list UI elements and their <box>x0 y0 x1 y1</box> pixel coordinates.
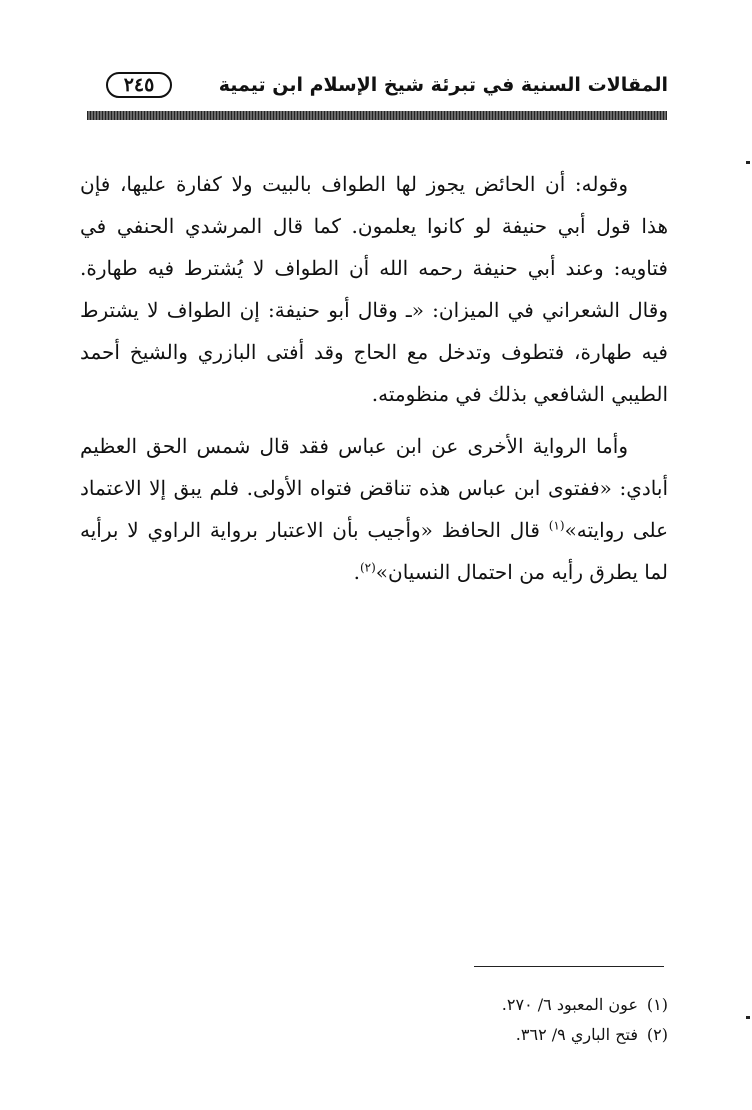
footnote-text: فتح الباري ٩/ ٣٦٢. <box>515 1025 638 1044</box>
quote-1: «ففتوى ابن عباس هذه تناقض فتواه الأولى. فلم يبق إلا الاعتماد على روايته» <box>80 476 669 542</box>
paragraph-2-attribution: قال الحافظ <box>441 518 540 542</box>
running-header-title: المقالات السنية في تبرئة شيخ الإسلام ابن تيمية <box>218 74 668 96</box>
footnote-ref-2[interactable]: (٢) <box>359 560 376 575</box>
paragraph-1 <box>80 163 668 415</box>
body-text <box>80 163 668 593</box>
footnote-item <box>248 1020 668 1050</box>
paragraph-1-text: وقوله: أن الحائض يجوز لها الطواف بالبيت ولا كفارة عليها، فإن هذا قول أبي حنيفة لو كانوا يعلمون. كما قال المرشدي الحنفي في فتاويه: وعند أبي حنيفة رحمه الله أن الطواف لا يُشترط فيه طهارة. وقال الشعراني في الميزان: «ـ وقال أبو حنيفة: إن الطواف لا يشترط فيه طهارة، فتطوف وتدخل مع الحاج وقد أفتى البازري والشيخ أحمد الطيبي الشافعي بذلك في منظومته. <box>80 172 668 406</box>
paragraph-2-end: . <box>353 560 360 584</box>
quote-2: «وأجيب بأن الاعتبار برواية الراوي لا برأيه لما يطرق رأيه من احتمال النسيان» <box>80 518 668 584</box>
paragraph-2 <box>80 425 668 593</box>
margin-mark <box>746 161 750 164</box>
paragraph-2-intro: وأما الرواية الأخرى عن ابن عباس فقد قال شمس الحق العظيم أبادي: <box>80 434 668 500</box>
page-number-badge: ٢٤٥ <box>106 72 172 98</box>
margin-mark <box>746 1016 750 1019</box>
footnote-separator <box>474 966 664 967</box>
footnote-item <box>248 990 668 1020</box>
footnote-text: عون المعبود ٦/ ٢٧٠. <box>501 995 638 1014</box>
header-rule <box>87 111 667 120</box>
footnote-number: (١) <box>646 995 668 1014</box>
footnote-ref-1[interactable]: (١) <box>548 518 565 533</box>
footnote-number: (٢) <box>646 1025 668 1044</box>
footnotes <box>248 990 668 1050</box>
